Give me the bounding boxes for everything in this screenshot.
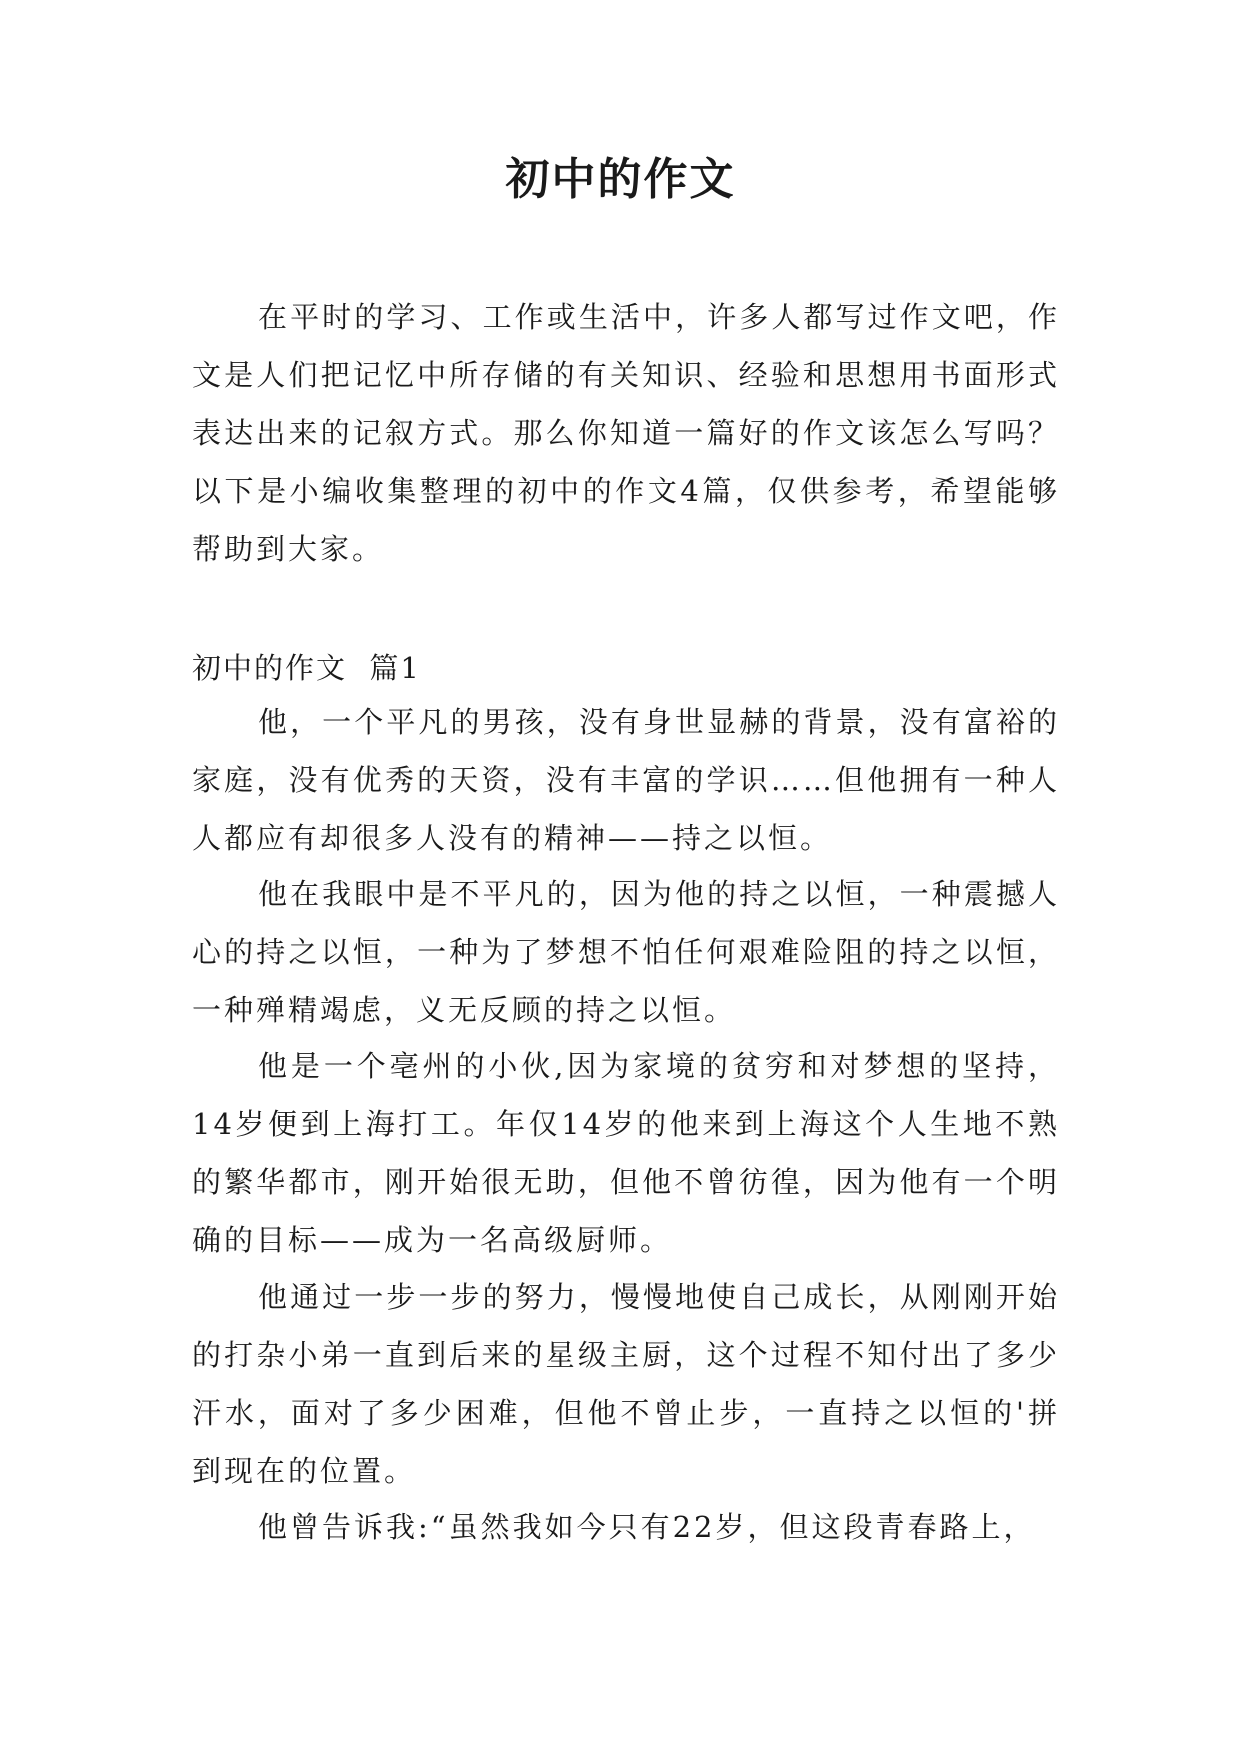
intro-paragraph: 在平时的学习、工作或生活中，许多人都写过作文吧，作文是人们把记忆中所存储的有关知识、经验和思想用书面形式表达出来的记叙方式。那么你知道一篇好的作文该怎么写吗？以下是小编收集整理的初中的作文4篇，仅供参考，希望能够帮助到大家。 — [192, 300, 1060, 566]
body-paragraph: 他通过一步一步的努力，慢慢地使自己成长，从刚刚开始的打杂小弟一直到后来的星级主厨，这个过程不知付出了多少汗水，面对了多少困难，但他不曾止步，一直持之以恒的'拼到现在的位置。 — [192, 1280, 1060, 1488]
body-paragraph: 他，一个平凡的男孩，没有身世显赫的背景，没有富裕的家庭，没有优秀的天资，没有丰富的学识……但他拥有一种人人都应有却很多人没有的精神——持之以恒。 — [192, 705, 1060, 855]
document-title: 初中的作文 — [505, 154, 736, 205]
body-paragraph: 他在我眼中是不平凡的，因为他的持之以恒，一种震撼人心的持之以恒，一种为了梦想不怕任何艰难险阻的持之以恒，一种殚精竭虑，义无反顾的持之以恒。 — [192, 877, 1060, 1027]
body-paragraph: 他是一个亳州的小伙,因为家境的贫穷和对梦想的坚持，14岁便到上海打工。年仅14岁的他来到上海这个人生地不熟的繁华都市，刚开始很无助，但他不曾彷徨，因为他有一个明确的目标——成为一名高级厨师。 — [192, 1049, 1060, 1257]
body-paragraph: 他曾告诉我:“虽然我如今只有22岁，但这段青春路上， — [258, 1510, 1036, 1544]
section-heading: 初中的作文 篇1 — [192, 651, 421, 685]
